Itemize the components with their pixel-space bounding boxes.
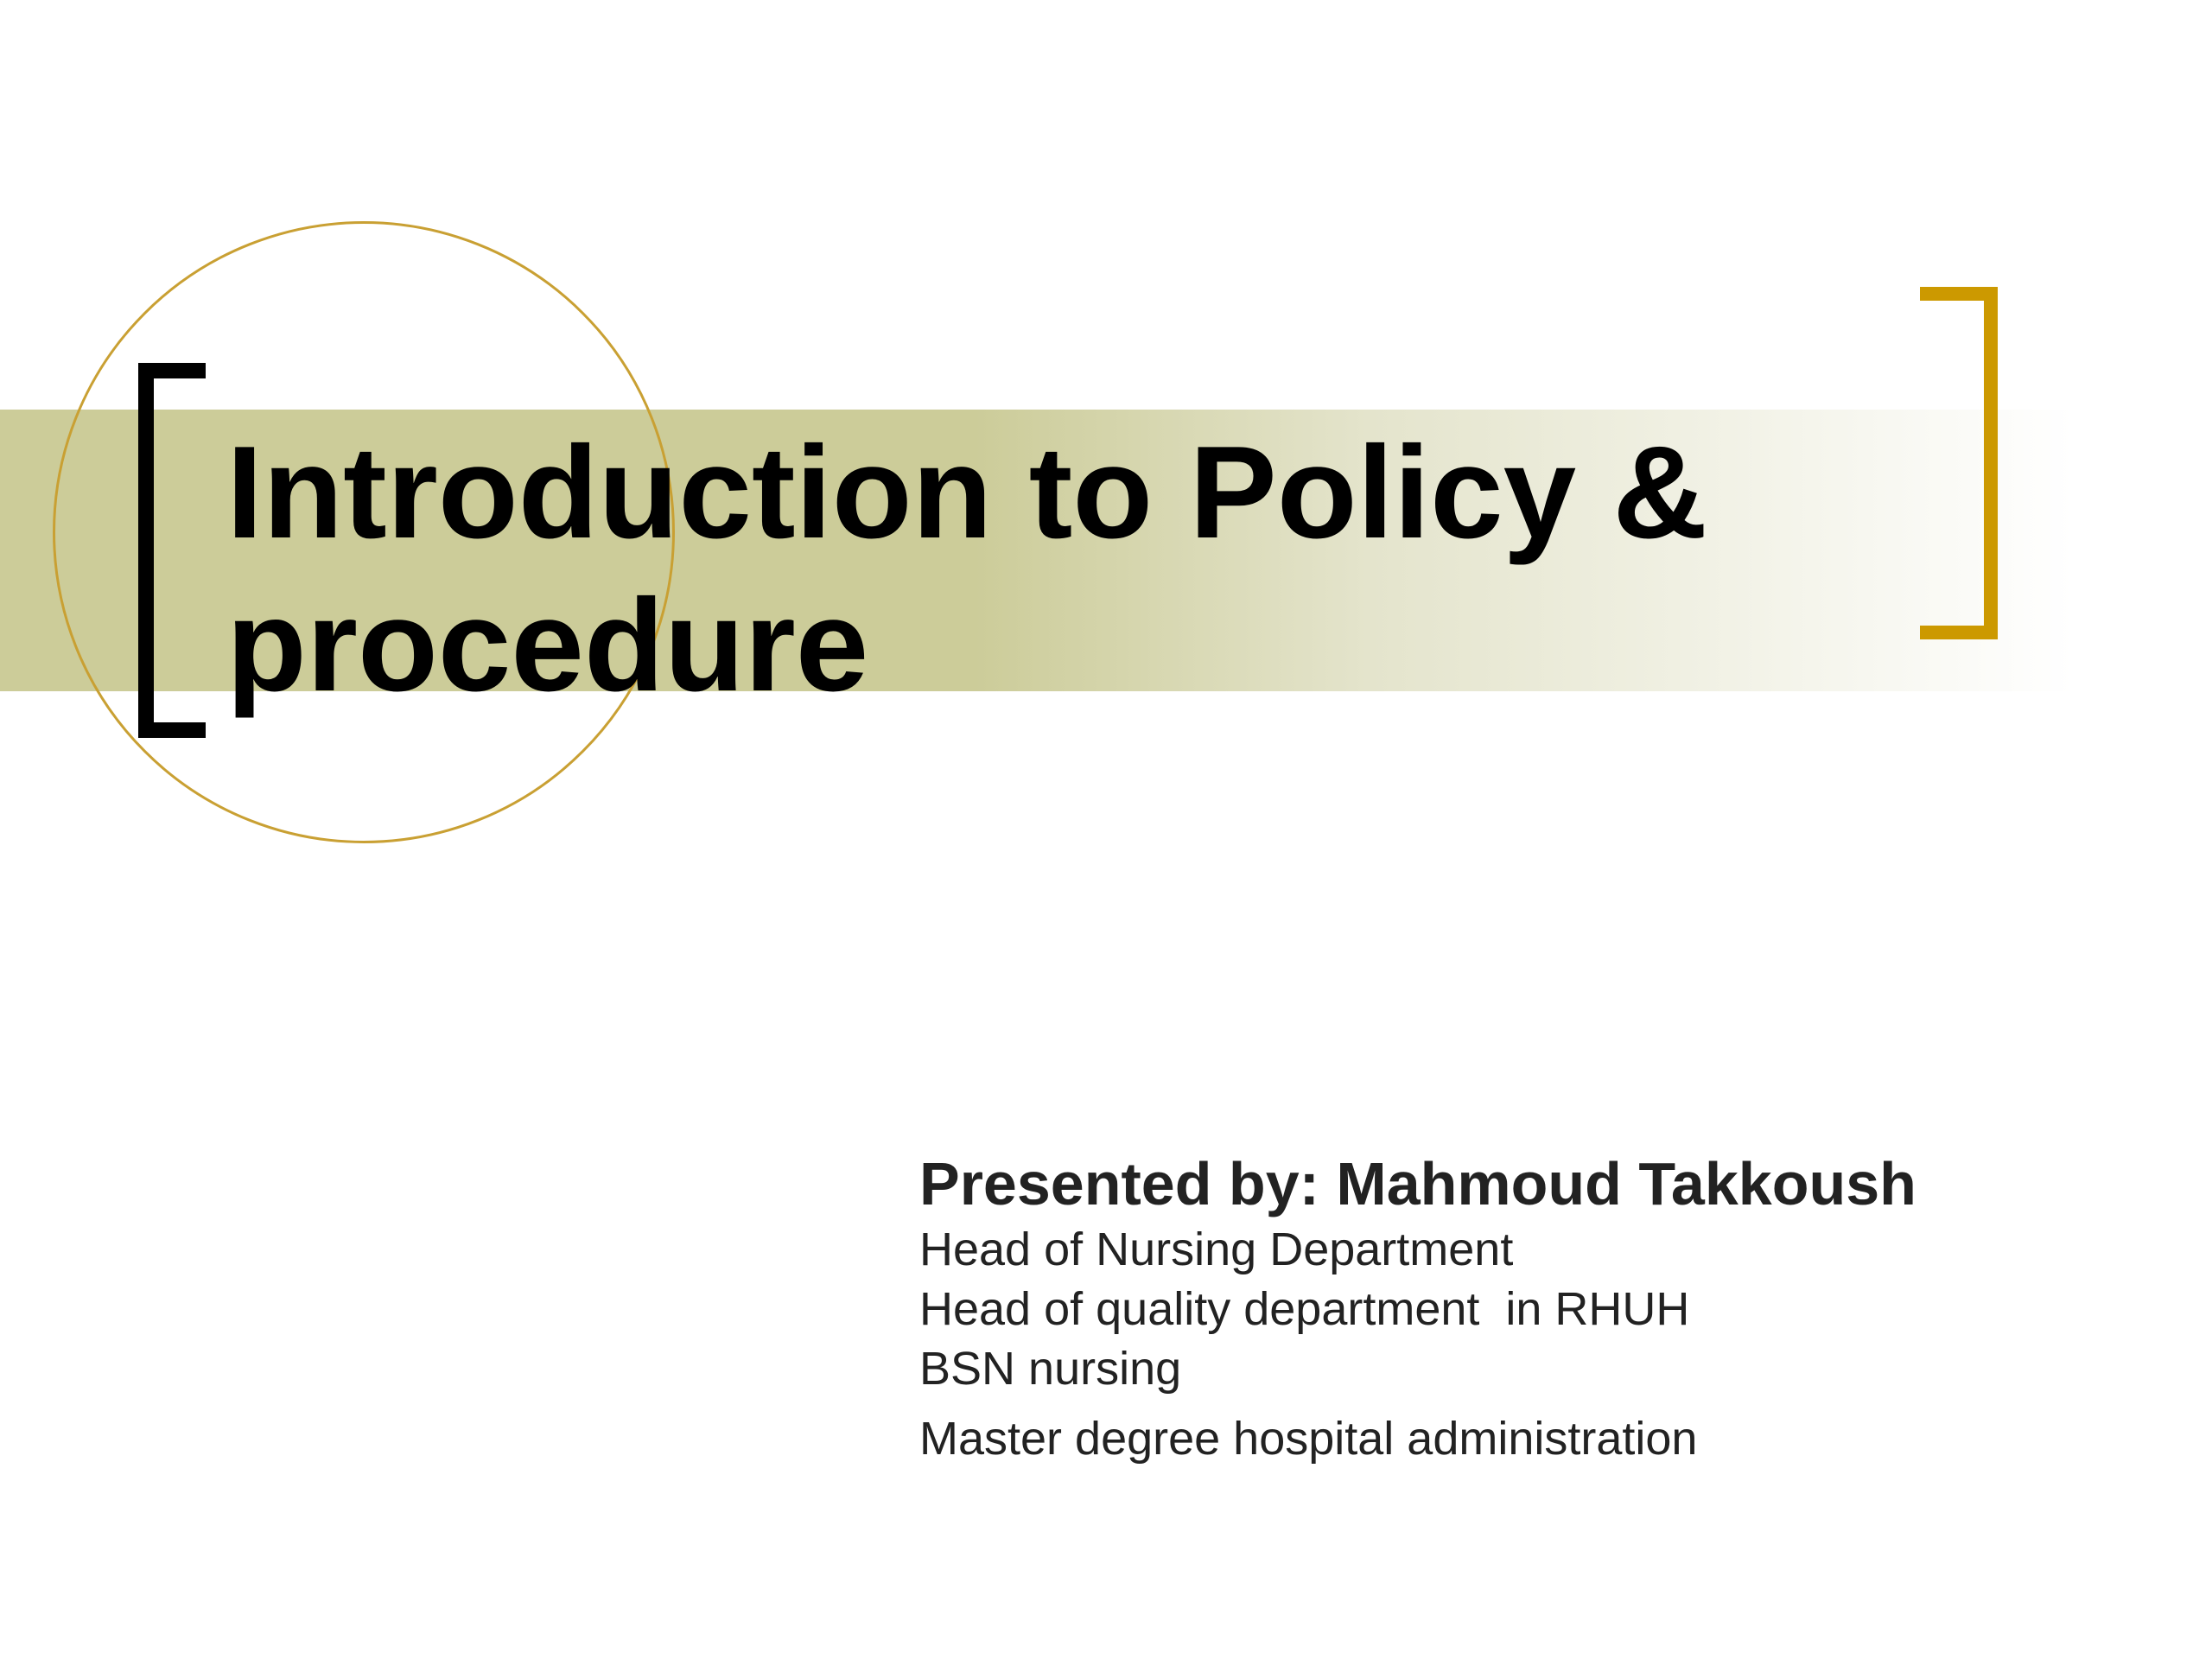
presenter-detail-3: BSN nursing [919, 1343, 1182, 1395]
presenter-name: Presented by: Mahmoud Takkoush [919, 1150, 1916, 1217]
presenter-block [919, 1147, 2129, 1469]
left-bracket-decoration [138, 363, 206, 738]
presenter-detail-2: Head of quality department in RHUH [919, 1283, 1690, 1335]
presenter-detail-4: Master degree hospital administration [919, 1413, 1698, 1465]
title-line-1: Introduction to Policy & [226, 419, 1708, 566]
slide-title [226, 416, 1708, 722]
title-line-2: procedure [226, 572, 869, 719]
right-bracket-decoration [1920, 287, 1998, 639]
presenter-detail-1: Head of Nursing Department [919, 1224, 1514, 1275]
